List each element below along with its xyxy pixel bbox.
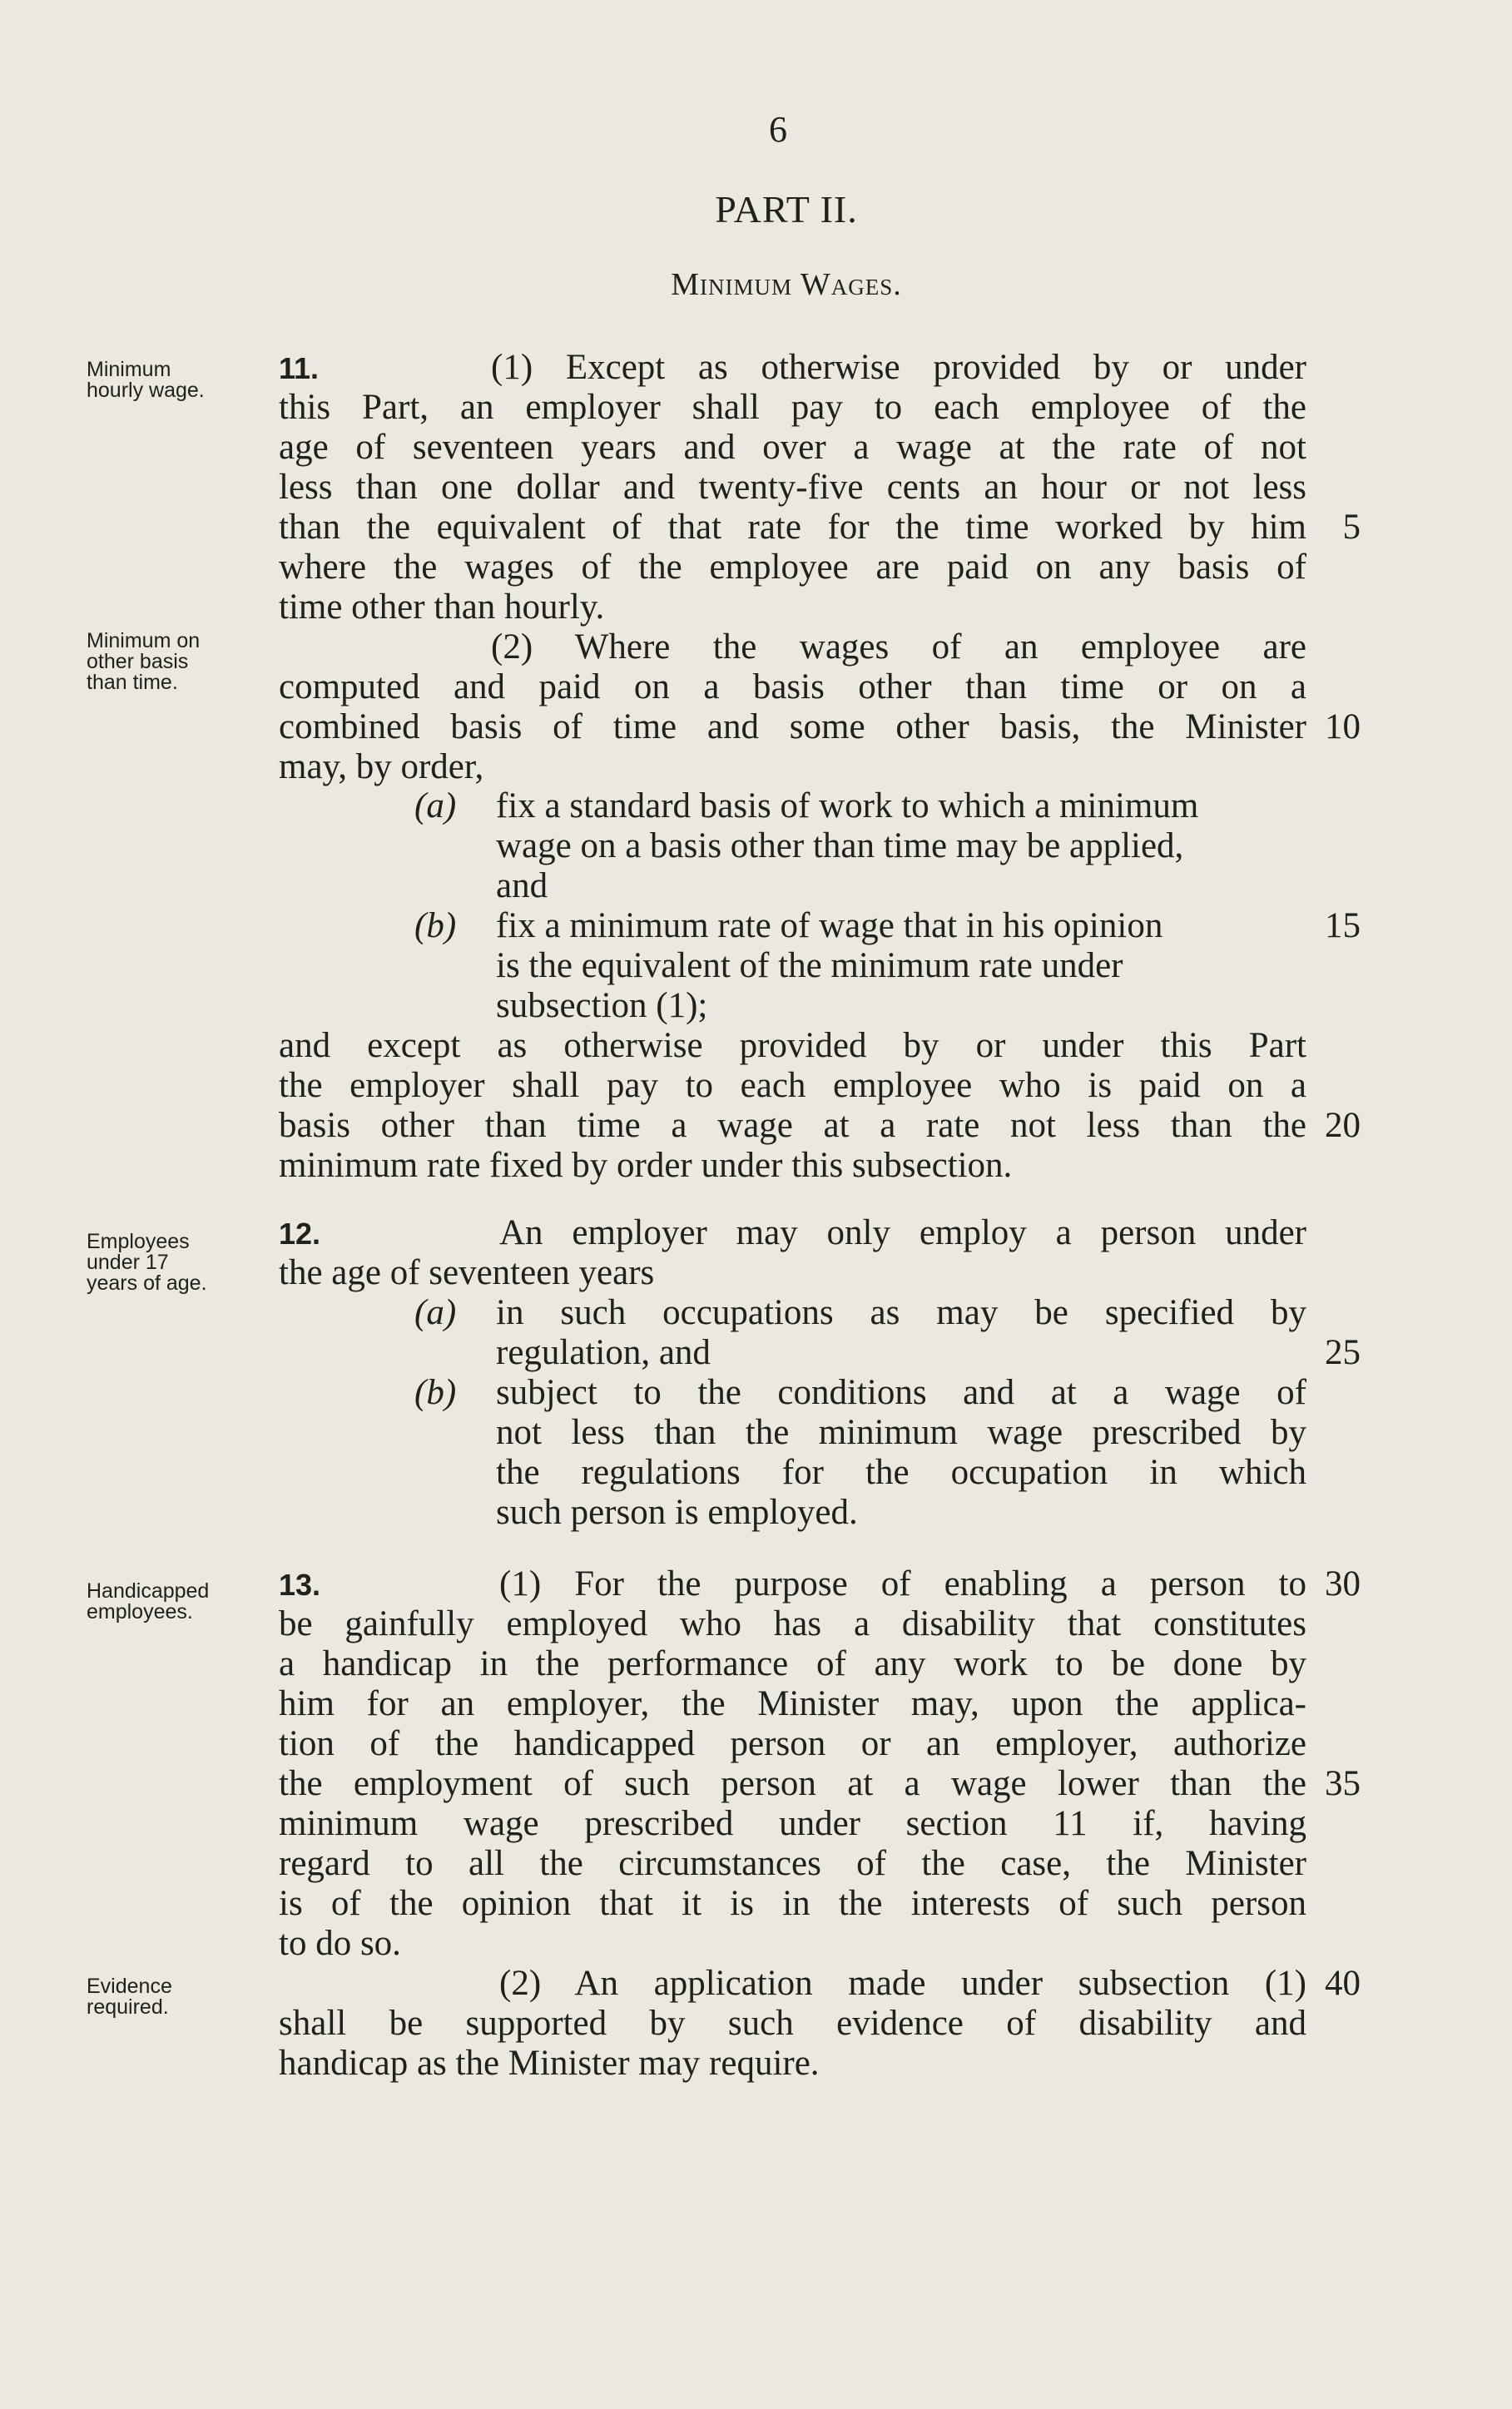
clause-label-12-a: (a) (414, 1293, 457, 1332)
line-number: 10 (1325, 707, 1361, 746)
subsection-11-2-text: (2) Where the wages of an employee are (491, 627, 1306, 667)
section-13-text: the employment of such person at a wage lower than the (279, 1764, 1306, 1803)
clause-12-b-text: the regulations for the occupation in which (496, 1453, 1306, 1492)
clause-11-a-text: wage on a basis other than time may be applied, (496, 826, 1184, 865)
clause-11-b-text: is the equivalent of the minimum rate under (496, 946, 1123, 985)
clause-label-11-a: (a) (414, 786, 457, 825)
clause-label-11-b: (b) (414, 906, 457, 945)
margin-note-handicapped-employees: Handicapped employees. (87, 1579, 210, 1623)
section-number-12: 12. (279, 1217, 321, 1251)
section-11-first-line (279, 348, 1306, 389)
section-13-text: minimum wage prescribed under section 11 if, having (279, 1804, 1306, 1843)
section-11-text: time other than hourly. (279, 587, 605, 627)
subsection-11-2-text: computed and paid on a basis other than time or on a (279, 667, 1306, 706)
section-number-13: 13. (279, 1568, 321, 1602)
clause-12-b-text: such person is employed. (496, 1493, 858, 1532)
section-12-first-line (279, 1213, 1306, 1254)
line-number: 15 (1325, 906, 1361, 945)
section-11-closing-text: basis other than time a wage at a rate not less than the (279, 1106, 1306, 1145)
section-12-text: the age of seventeen years (279, 1253, 655, 1292)
line-number: 5 (1342, 508, 1361, 547)
subsection-13-2-text: (2) An application made under subsection (1) (499, 1964, 1306, 2003)
clause-12-a-text: in such occupations as may be specified by (496, 1293, 1306, 1332)
line-number: 20 (1325, 1106, 1361, 1145)
section-13-text: a handicap in the performance of any work to be done by (279, 1644, 1306, 1683)
clause-label-12-b: (b) (414, 1373, 457, 1412)
section-13-first-line (279, 1564, 1306, 1605)
section-13-text: be gainfully employed who has a disability that constitutes (279, 1604, 1306, 1643)
clause-11-a-text: fix a standard basis of work to which a minimum (496, 786, 1199, 825)
margin-note-minimum-other-basis: Minimum on other basis than time. (87, 629, 201, 694)
section-11-closing-text: the employer shall pay to each employee who is paid on a (279, 1066, 1306, 1105)
page-number: 6 (769, 109, 787, 150)
line-number: 35 (1325, 1764, 1361, 1803)
clause-11-b-text: subsection (1); (496, 986, 708, 1025)
section-11-text: less than one dollar and twenty-five cents an hour or not less (279, 468, 1306, 507)
subsection-11-2-text: may, by order, (279, 747, 484, 786)
section-13-text: him for an employer, the Minister may, upon the applica- (279, 1684, 1306, 1723)
line-number: 30 (1325, 1564, 1361, 1604)
margin-note-employees-under-17: Employees under 17 years of age. (87, 1230, 207, 1295)
clause-11-b-text: fix a minimum rate of wage that in his opinion (496, 906, 1163, 945)
section-13-text: regard to all the circumstances of the case, the Minister (279, 1844, 1306, 1883)
margin-note-evidence-required: Evidence required. (87, 1975, 172, 2019)
section-13-text: tion of the handicapped person or an employer, authorize (279, 1724, 1306, 1763)
subsection-13-2-text: handicap as the Minister may require. (279, 2044, 820, 2083)
clause-12-a-text: regulation, and (496, 1333, 711, 1372)
section-12-text: An employer may only employ a person under (499, 1213, 1306, 1252)
part-subtitle: Minimum Wages. (671, 267, 902, 302)
section-11-text: age of seventeen years and over a wage at the rate of not (279, 428, 1306, 467)
section-number-11: 11. (279, 351, 320, 385)
clause-12-b-text: not less than the minimum wage prescribed by (496, 1413, 1306, 1452)
section-11-text: this Part, an employer shall pay to each employee of the (279, 388, 1306, 427)
section-11-text: than the equivalent of that rate for the time worked by him (279, 508, 1306, 547)
line-number: 40 (1325, 1964, 1361, 2003)
margin-note-minimum-hourly-wage: Minimum hourly wage. (87, 358, 205, 402)
section-11-text: (1) Except as otherwise provided by or under (491, 348, 1306, 387)
section-11-text: where the wages of the employee are paid on any basis of (279, 548, 1306, 587)
section-13-text: (1) For the purpose of enabling a person to (499, 1564, 1306, 1604)
section-11-closing-text: and except as otherwise provided by or under this Part (279, 1026, 1306, 1065)
subsection-13-2-text: shall be supported by such evidence of disability and (279, 2004, 1306, 2043)
clause-11-a-text: and (496, 866, 548, 905)
subsection-11-2-text: combined basis of time and some other basis, the Minister (279, 707, 1306, 746)
part-title: PART II. (715, 188, 858, 230)
section-13-text: to do so. (279, 1924, 401, 1963)
clause-12-b-text: subject to the conditions and at a wage of (496, 1373, 1306, 1412)
section-11-closing-text: minimum rate fixed by order under this subsection. (279, 1146, 1013, 1185)
line-number: 25 (1325, 1333, 1361, 1372)
section-13-text: is of the opinion that it is in the interests of such person (279, 1884, 1306, 1923)
